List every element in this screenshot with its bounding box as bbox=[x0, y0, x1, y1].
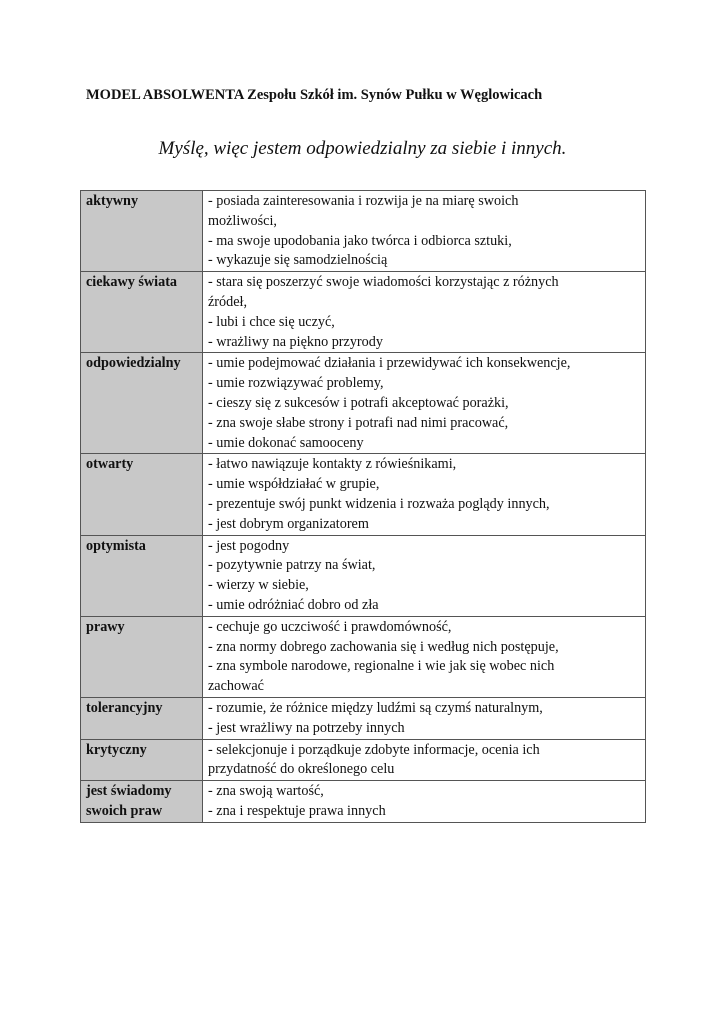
trait-name-cell bbox=[81, 353, 203, 454]
trait-description-line: - cieszy się z sukcesów i potrafi akceptować porażki, bbox=[208, 394, 509, 411]
graduate-traits-table bbox=[80, 190, 646, 823]
trait-description-cell bbox=[203, 272, 646, 353]
trait-name-cell bbox=[81, 272, 203, 353]
trait-description-line: - zna i respektuje prawa innych bbox=[208, 802, 386, 819]
trait-description-line: - wrażliwy na piękno przyrody bbox=[208, 333, 383, 350]
trait-description-line: - jest pogodny bbox=[208, 537, 290, 554]
trait-name-line: jest świadomy bbox=[86, 783, 172, 800]
trait-description-line: - umie odróżniać dobro od zła bbox=[208, 596, 379, 613]
trait-description-line: - zna normy dobrego zachowania się i według nich postępuje, bbox=[208, 638, 559, 655]
trait-description-line: możliwości, bbox=[208, 212, 277, 229]
trait-description-line: - umie podejmować działania i przewidywać ich konsekwencje, bbox=[208, 355, 571, 372]
trait-description-line: - umie współdziałać w grupie, bbox=[208, 476, 380, 493]
traits-table-body bbox=[81, 191, 646, 823]
trait-description-line: - selekcjonuje i porządkuje zdobyte informacje, ocenia ich bbox=[208, 741, 540, 758]
trait-description-cell bbox=[203, 739, 646, 781]
trait-description-line: - jest wrażliwy na potrzeby innych bbox=[208, 719, 405, 736]
table-row bbox=[81, 781, 646, 823]
trait-name-cell bbox=[81, 191, 203, 272]
trait-name-line: ciekawy świata bbox=[86, 274, 178, 291]
trait-description-line: - wierzy w siebie, bbox=[208, 577, 309, 594]
trait-name-line: tolerancyjny bbox=[86, 699, 163, 716]
trait-description-cell bbox=[203, 454, 646, 535]
trait-description-line: - lubi i chce się uczyć, bbox=[208, 313, 335, 330]
motto: Myślę, więc jestem odpowiedzialny za siebie i innych. bbox=[158, 138, 567, 159]
trait-description-line: - ma swoje upodobania jako twórca i odbiorca sztuki, bbox=[208, 232, 512, 249]
trait-description-line: - zna symbole narodowe, regionalne i wie jak się wobec nich bbox=[208, 658, 555, 675]
table-row bbox=[81, 535, 646, 616]
trait-name-cell bbox=[81, 781, 203, 823]
trait-description-cell bbox=[203, 353, 646, 454]
table-row bbox=[81, 191, 646, 272]
trait-name-cell bbox=[81, 616, 203, 697]
document-heading: MODEL ABSOLWENTA Zespołu Szkół im. Synów Pułku w Węglowicach bbox=[86, 87, 543, 103]
trait-description-cell bbox=[203, 781, 646, 823]
trait-description-line: - pozytywnie patrzy na świat, bbox=[208, 557, 376, 574]
trait-name-cell bbox=[81, 535, 203, 616]
trait-name-cell bbox=[81, 454, 203, 535]
table-row bbox=[81, 272, 646, 353]
trait-description-line: - umie rozwiązywać problemy, bbox=[208, 375, 384, 392]
trait-description-line: źródeł, bbox=[208, 293, 247, 310]
table-row bbox=[81, 454, 646, 535]
table-row bbox=[81, 616, 646, 697]
trait-description-line: - umie dokonać samooceny bbox=[208, 434, 364, 451]
trait-description-cell bbox=[203, 191, 646, 272]
table-row bbox=[81, 739, 646, 781]
trait-name-line: odpowiedzialny bbox=[86, 355, 181, 372]
trait-name-line: aktywny bbox=[86, 193, 139, 209]
table-row bbox=[81, 353, 646, 454]
trait-name-line: prawy bbox=[86, 618, 125, 635]
trait-name-cell bbox=[81, 697, 203, 739]
trait-description-line: - zna swoją wartość, bbox=[208, 783, 324, 800]
trait-description-line: - posiada zainteresowania i rozwija je na miarę swoich bbox=[208, 193, 519, 209]
trait-name-line: swoich praw bbox=[86, 802, 163, 819]
trait-name-cell bbox=[81, 739, 203, 781]
trait-description-line: - łatwo nawiązuje kontakty z rówieśnikami, bbox=[208, 456, 457, 473]
trait-description-line: - jest dobrym organizatorem bbox=[208, 515, 369, 532]
trait-description-line: - zna swoje słabe strony i potrafi nad nimi pracować, bbox=[208, 414, 509, 431]
trait-description-line: - wykazuje się samodzielnością bbox=[208, 252, 388, 269]
trait-description-line: - prezentuje swój punkt widzenia i rozważa poglądy innych, bbox=[208, 495, 550, 512]
trait-name-line: optymista bbox=[86, 537, 146, 554]
trait-name-line: otwarty bbox=[86, 456, 134, 473]
table-row bbox=[81, 697, 646, 739]
trait-description-line: - cechuje go uczciwość i prawdomówność, bbox=[208, 618, 452, 635]
trait-description-cell bbox=[203, 616, 646, 697]
trait-name-line: krytyczny bbox=[86, 741, 147, 758]
trait-description-line: zachować bbox=[208, 678, 264, 695]
trait-description-cell bbox=[203, 697, 646, 739]
trait-description-line: - stara się poszerzyć swoje wiadomości korzystając z różnych bbox=[208, 274, 559, 291]
trait-description-cell bbox=[203, 535, 646, 616]
trait-description-line: - rozumie, że różnice między ludźmi są czymś naturalnym, bbox=[208, 699, 543, 716]
trait-description-line: przydatność do określonego celu bbox=[208, 761, 395, 778]
